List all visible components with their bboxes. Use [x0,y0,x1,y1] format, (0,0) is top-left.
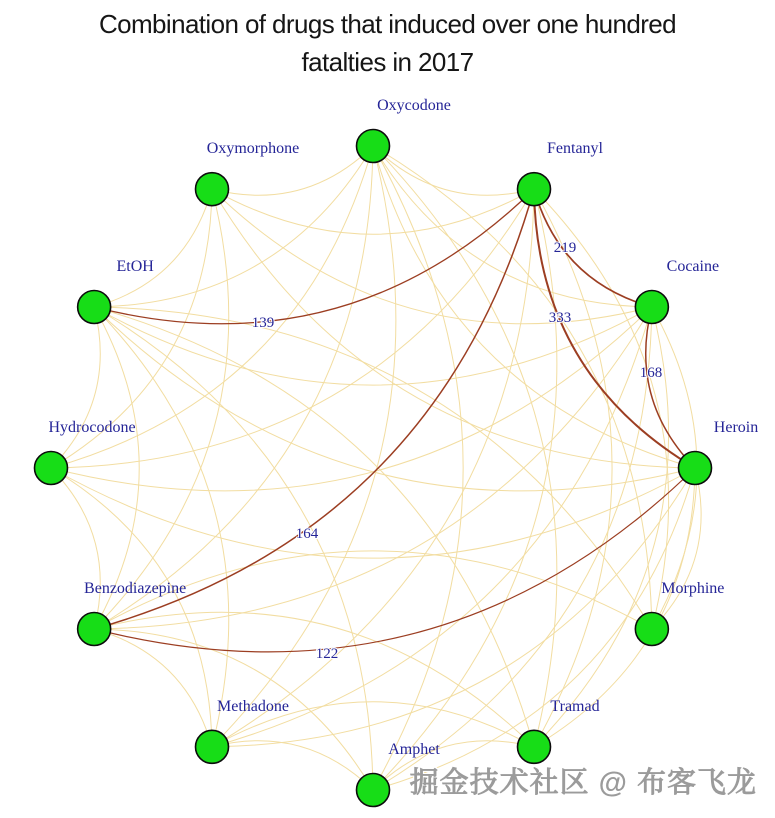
edge-methadone-benzodiazepine [94,629,212,747]
edge-tramad-oxycodone [373,146,557,747]
edge-etoh-fentanyl [94,189,534,324]
edge-etoh-heroin [94,307,695,491]
node-hydrocodone [35,452,68,485]
node-label-tramad: Tramad [550,697,600,715]
node-etoh [78,291,111,324]
node-label-heroin: Heroin [713,419,759,436]
watermark: 掘金技术社区 @ 布客飞龙 [409,767,757,799]
edge-benzodiazepine-oxymorphone [94,189,229,629]
edge-amphet-etoh [94,307,373,790]
edge-fentanyl-cocaine [534,189,652,307]
node-label-morphine: Morphine [661,580,725,597]
node-heroin [679,452,712,485]
edge-hydrocodone-etoh [51,307,100,468]
edge-weight-etoh-fentanyl: 139 [251,315,275,331]
node-oxymorphone [196,173,229,206]
node-amphet [357,774,390,807]
node-oxycodone [357,130,390,163]
node-morphine [635,613,668,646]
node-label-amphet: Amphet [388,741,440,758]
edge-weight-benzodiazepine-fentanyl: 164 [295,526,319,542]
node-label-hydrocodone: Hydrocodone [48,419,136,436]
edge-tramad-benzodiazepine [94,612,534,747]
chart-title-line2: fatalties in 2017 [301,47,474,77]
edge-etoh-oxycodone [94,146,373,307]
edge-methadone-hydrocodone [51,468,212,747]
edge-methadone-oxycodone [212,146,396,747]
edge-methadone-cocaine [212,307,652,747]
edge-oxycodone-fentanyl [373,146,534,195]
edge-oxymorphone-fentanyl [212,189,534,234]
edge-weight-benzodiazepine-heroin: 122 [315,646,339,662]
edge-oxymorphone-cocaine [212,189,652,324]
edge-weight-fentanyl-cocaine: 219 [553,240,577,256]
node-fentanyl [518,173,551,206]
node-tramad [518,730,551,763]
chart-title-line1: Combination of drugs that induced over one hundred [98,9,677,39]
edge-oxycodone-cocaine [373,146,652,307]
node-label-fentanyl: Fentanyl [547,140,603,158]
edge-oxymorphone-heroin [212,189,695,468]
node-label-methadone: Methadone [217,697,289,715]
node-label-oxymorphone: Oxymorphone [206,140,300,158]
node-methadone [196,730,229,763]
edge-weight-fentanyl-heroin: 333 [548,310,572,326]
edge-benzodiazepine-heroin [94,468,695,652]
edge-weight-cocaine-heroin: 168 [639,365,663,381]
node-label-oxycodone: Oxycodone [377,97,451,114]
node-label-cocaine: Cocaine [666,258,720,275]
edge-etoh-oxymorphone [94,189,212,307]
node-label-benzodiazepine: Benzodiazepine [84,580,187,597]
edge-methadone-fentanyl [212,189,534,747]
edge-amphet-fentanyl [373,189,557,790]
node-benzodiazepine [78,613,111,646]
edge-benzodiazepine-fentanyl [94,189,534,629]
edge-tramad-fentanyl [534,189,612,747]
edge-fentanyl-heroin [534,189,695,468]
edge-methadone-etoh [94,307,229,747]
node-label-etoh: EtOH [116,258,154,275]
edge-amphet-methadone [212,741,373,790]
node-cocaine [635,291,668,324]
edge-hydrocodone-cocaine [51,307,652,491]
edge-benzodiazepine-hydrocodone [51,468,100,629]
